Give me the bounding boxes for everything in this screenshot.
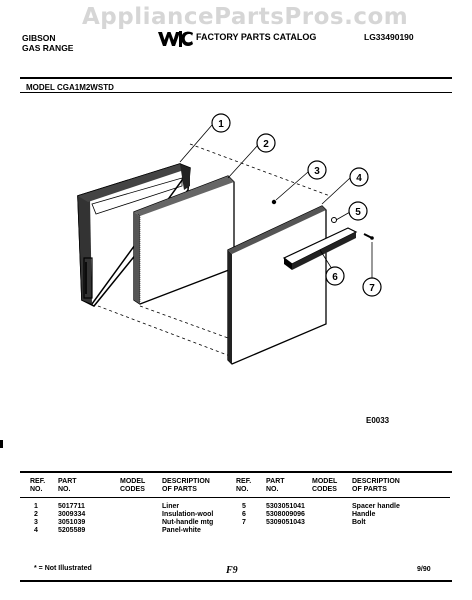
header-description-right: DESCRIPTION OF PARTS bbox=[352, 478, 400, 493]
panel-part bbox=[228, 206, 326, 364]
row-2-part: 3009334 bbox=[58, 511, 86, 518]
nut-part bbox=[272, 200, 276, 204]
header-ref: REF. NO. bbox=[30, 478, 46, 493]
row-5-ref: 5 bbox=[242, 503, 246, 510]
bolt-part bbox=[364, 234, 374, 240]
document-number: LG33490190 bbox=[364, 32, 414, 42]
watermark-text: AppliancePartsPros.com bbox=[82, 4, 409, 30]
row-3-ref: 3 bbox=[34, 519, 38, 526]
header-ref-right: REF. NO. bbox=[236, 478, 252, 493]
row-5-part: 5303051041 bbox=[266, 503, 305, 510]
row-1-ref: 1 bbox=[34, 503, 38, 510]
bottom-rule bbox=[20, 580, 452, 582]
row-3-part: 3051039 bbox=[58, 519, 86, 526]
callout-7: 7 bbox=[369, 283, 375, 294]
callout-3: 3 bbox=[314, 166, 320, 177]
row-6-part: 5308009096 bbox=[266, 511, 305, 518]
callout-2: 2 bbox=[263, 139, 269, 150]
scan-edge-mark bbox=[0, 440, 3, 448]
row-4-desc: Panel-white bbox=[162, 527, 201, 534]
table-header-rule bbox=[20, 497, 450, 498]
table-top-rule bbox=[20, 471, 452, 473]
row-7-part: 5309051043 bbox=[266, 519, 305, 526]
header-description: DESCRIPTION OF PARTS bbox=[162, 478, 210, 493]
catalog-title: FACTORY PARTS CATALOG bbox=[196, 32, 317, 42]
header-model-codes: MODEL CODES bbox=[120, 478, 146, 493]
date-code: 9/90 bbox=[417, 566, 431, 573]
callout-6: 6 bbox=[332, 272, 338, 283]
callout-1: 1 bbox=[218, 119, 224, 130]
callout-4: 4 bbox=[356, 173, 362, 184]
row-1-desc: Liner bbox=[162, 503, 180, 510]
row-4-ref: 4 bbox=[34, 527, 38, 534]
header-model-codes-right: MODEL CODES bbox=[312, 478, 338, 493]
row-6-desc: Handle bbox=[352, 511, 376, 518]
row-1-part: 5017711 bbox=[58, 503, 85, 510]
row-7-ref: 7 bbox=[242, 519, 246, 526]
row-7-desc: Bolt bbox=[352, 519, 366, 526]
row-6-ref: 6 bbox=[242, 511, 246, 518]
footnote: * = Not Illustrated bbox=[34, 565, 92, 572]
row-2-desc: Insulation-wool bbox=[162, 511, 214, 518]
header-part-right: PART NO. bbox=[266, 478, 285, 493]
header-part: PART NO. bbox=[58, 478, 77, 493]
product-type: GAS RANGE bbox=[22, 43, 74, 53]
spacer-part bbox=[332, 218, 337, 223]
row-3-desc: Nut-handle mtg bbox=[162, 519, 214, 526]
figure-code: E0033 bbox=[366, 416, 390, 425]
model-number: MODEL CGA1M2WSTD bbox=[26, 83, 114, 92]
row-4-part: 5205589 bbox=[58, 527, 86, 534]
row-5-desc: Spacer handle bbox=[352, 503, 400, 510]
brand-name: GIBSON bbox=[22, 33, 56, 43]
callout-5: 5 bbox=[355, 207, 361, 218]
row-2-ref: 2 bbox=[34, 511, 38, 518]
page-mark: F9 bbox=[226, 565, 238, 576]
